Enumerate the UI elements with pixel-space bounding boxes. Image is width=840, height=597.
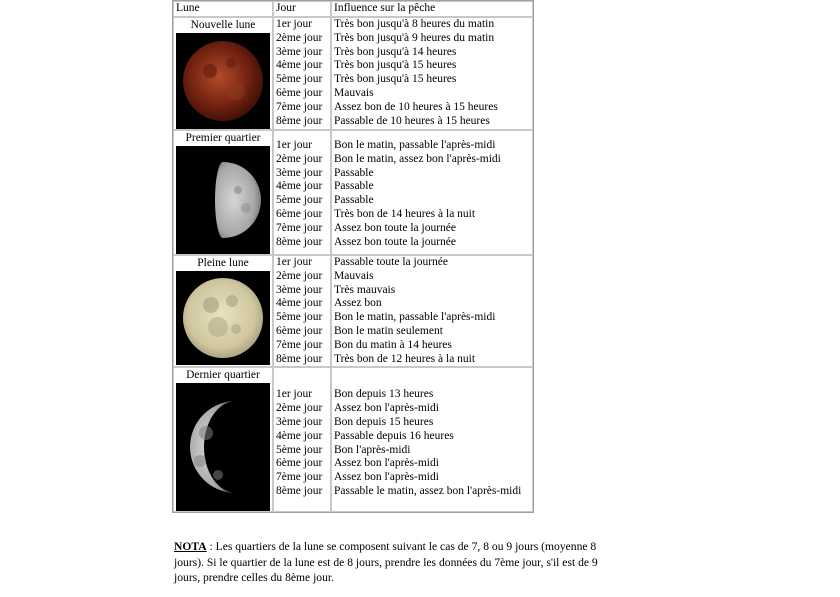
day-label: 4ème jour — [276, 297, 323, 310]
influence-text: Très bon jusqu'à 9 heures du matin — [334, 31, 495, 44]
day-label: 3ème jour — [276, 283, 323, 296]
influence-text: Bon depuis 13 heures — [334, 388, 434, 401]
influence-text: Passable de 10 heures à 15 heures — [334, 114, 490, 127]
influence-cell — [331, 367, 533, 512]
influence-text: Passable toute la journée — [334, 256, 449, 268]
influence-text: Assez bon l'après-midi — [334, 457, 439, 470]
day-label: 4ème jour — [276, 180, 323, 193]
moon-fishing-table — [172, 0, 534, 513]
phase-row-premier-quartier — [173, 130, 533, 255]
day-label: 6ème jour — [276, 207, 323, 220]
influence-text: Mauvais — [334, 269, 374, 282]
day-label: 3ème jour — [276, 45, 323, 58]
day-label: 6ème jour — [276, 86, 323, 99]
header-jour: Jour — [273, 1, 331, 17]
influence-text: Bon le matin, assez bon l'après-midi — [334, 152, 501, 165]
influence-text: Très mauvais — [334, 283, 396, 296]
influence-text: Très bon jusqu'à 14 heures — [334, 45, 457, 58]
day-label: 7ème jour — [276, 221, 323, 234]
influence-text: Bon l'après-midi — [334, 443, 411, 456]
phase-name: Premier quartier — [185, 132, 261, 144]
influence-text: Assez bon toute la journée — [334, 221, 456, 234]
day-label: 3ème jour — [276, 415, 323, 428]
influence-text: Très bon jusqu'à 8 heures du matin — [334, 18, 495, 30]
day-label: 7ème jour — [276, 100, 323, 113]
influence-text: Passable — [334, 194, 374, 207]
influence-text: Passable depuis 16 heures — [334, 429, 454, 442]
influence-text: Bon du matin à 14 heures — [334, 338, 452, 351]
phase-cell — [173, 367, 273, 512]
day-cell — [273, 17, 331, 130]
day-label: 5ème jour — [276, 311, 323, 324]
day-label: 1er jour — [276, 388, 313, 401]
day-label: 2ème jour — [276, 402, 323, 415]
day-label: 4ème jour — [276, 59, 323, 72]
influence-text: Très bon jusqu'à 15 heures — [334, 59, 457, 72]
table-header-row — [173, 1, 533, 17]
day-label: 8ème jour — [276, 114, 323, 127]
day-cell — [273, 130, 331, 255]
day-label: 7ème jour — [276, 338, 323, 351]
influence-text: Très bon jusqu'à 15 heures — [334, 73, 457, 86]
influence-text: Assez bon — [334, 297, 382, 310]
influence-text: Passable le matin, assez bon l'après-midi — [334, 484, 522, 497]
phase-row-nouvelle-lune — [173, 17, 533, 130]
influence-cell — [331, 17, 533, 130]
phase-name: Nouvelle lune — [190, 19, 256, 31]
day-label: 1er jour — [276, 18, 313, 30]
day-cell — [273, 255, 331, 367]
day-label: 7ème jour — [276, 471, 323, 484]
day-label: 8ème jour — [276, 352, 323, 365]
nota-paragraph — [174, 539, 624, 586]
day-label: 6ème jour — [276, 457, 323, 470]
influence-text: Assez bon toute la journée — [334, 235, 456, 248]
day-label: 5ème jour — [276, 194, 323, 207]
full-moon-icon — [176, 271, 270, 365]
day-label: 3ème jour — [276, 166, 323, 179]
phase-row-pleine-lune — [173, 255, 533, 367]
day-label: 1er jour — [276, 256, 313, 268]
influence-cell — [331, 255, 533, 367]
header-lune: Lune — [173, 1, 273, 17]
influence-text: Assez bon l'après-midi — [334, 402, 439, 415]
last-quarter-moon-icon — [176, 383, 270, 511]
influence-text: Bon le matin, passable l'après-midi — [334, 311, 496, 324]
day-label: 2ème jour — [276, 269, 323, 282]
phase-row-dernier-quartier — [173, 367, 533, 512]
day-label: 5ème jour — [276, 443, 323, 456]
influence-text: Assez bon de 10 heures à 15 heures — [334, 100, 498, 113]
phase-cell — [173, 17, 273, 130]
influence-text: Bon le matin seulement — [334, 324, 443, 337]
phase-name: Pleine lune — [197, 257, 249, 269]
influence-text: Très bon de 14 heures à la nuit — [334, 207, 476, 220]
influence-text: Passable — [334, 166, 374, 179]
phase-cell — [173, 255, 273, 367]
day-label: 6ème jour — [276, 324, 323, 337]
phase-name: Dernier quartier — [186, 369, 260, 382]
day-label: 2ème jour — [276, 152, 323, 165]
day-label: 8ème jour — [276, 484, 323, 497]
day-label: 5ème jour — [276, 73, 323, 86]
day-label: 8ème jour — [276, 235, 323, 248]
day-label: 1er jour — [276, 139, 313, 151]
day-label: 2ème jour — [276, 31, 323, 44]
influence-cell — [331, 130, 533, 255]
header-influence: Influence sur la pêche — [331, 1, 533, 17]
phase-cell — [173, 130, 273, 255]
influence-text: Passable — [334, 180, 374, 193]
red-moon-eclipse-icon — [176, 33, 270, 129]
influence-text: Assez bon l'après-midi — [334, 471, 439, 484]
influence-text: Bon depuis 15 heures — [334, 415, 434, 428]
influence-text: Bon le matin, passable l'après-midi — [334, 139, 496, 151]
day-cell — [273, 367, 331, 512]
day-label: 4ème jour — [276, 429, 323, 442]
influence-text: Mauvais — [334, 86, 374, 99]
influence-text: Très bon de 12 heures à la nuit — [334, 352, 476, 365]
first-quarter-moon-icon — [176, 146, 270, 254]
nota-label: NOTA — [174, 540, 207, 553]
nota-text: : Les quartiers de la lune se composent suivant le cas de 7, 8 ou 9 jours (moyenne 8 jours). Si le quartier de la lune est de 8 jours, prendre les données du 7ème jour, s'il est de 9 jours, prendre celles du 8ème jour. — [174, 540, 598, 584]
